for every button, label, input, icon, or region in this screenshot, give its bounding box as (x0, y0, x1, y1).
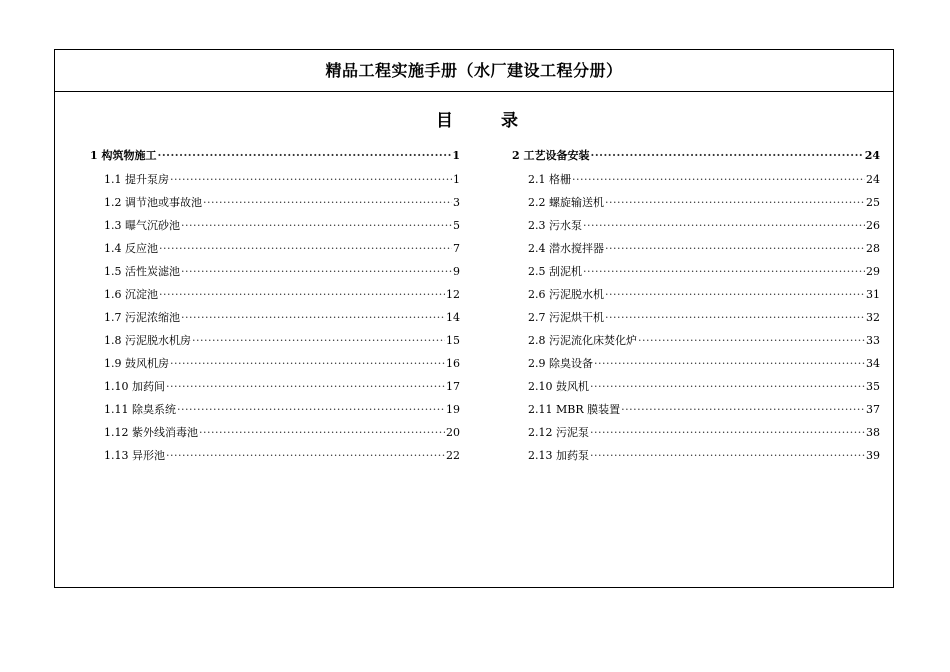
dot-leader (177, 403, 445, 416)
toc-entry-label: 2.7 污泥烘干机 (528, 311, 604, 324)
toc-entry-label: 1.13 异形池 (104, 449, 165, 462)
toc-entry[interactable] (90, 263, 460, 286)
toc-entry[interactable] (90, 240, 460, 263)
dot-leader (170, 357, 445, 370)
toc-entry-label: 1.6 沉淀池 (104, 288, 158, 301)
toc-entry[interactable] (90, 355, 460, 378)
dot-leader (181, 311, 445, 324)
toc-entry-page: 19 (446, 403, 460, 416)
toc-entry-label: 1.5 活性炭滤池 (104, 265, 180, 278)
dot-leader (594, 357, 865, 370)
document-frame (54, 49, 894, 588)
dot-leader (605, 311, 865, 324)
toc-entry-page: 28 (866, 242, 880, 255)
dot-leader (572, 173, 865, 186)
toc-entry-label: 1.4 反应池 (104, 242, 158, 255)
toc-section-2[interactable] (512, 147, 880, 171)
toc-entry[interactable] (90, 309, 460, 332)
toc-entry-page: 5 (453, 219, 460, 232)
toc-entry-label: 2.12 污泥泵 (528, 426, 589, 439)
dot-leader (605, 288, 865, 301)
toc-entry-label: 2.6 污泥脱水机 (528, 288, 604, 301)
toc-entry[interactable] (90, 171, 460, 194)
toc-entry[interactable] (512, 332, 880, 355)
toc-entry-label: 2.5 刮泥机 (528, 265, 582, 278)
toc-entry-page: 35 (866, 380, 880, 393)
toc-entry-label: 1.8 污泥脱水机房 (104, 334, 191, 347)
toc-left-items (90, 171, 460, 470)
toc-entry[interactable] (512, 217, 880, 240)
dot-leader (159, 242, 452, 255)
toc-entry-label: 1.1 提升泵房 (104, 173, 169, 186)
toc-entry[interactable] (512, 424, 880, 447)
dot-leader (590, 449, 865, 462)
toc-entry[interactable] (90, 401, 460, 424)
dot-leader (181, 265, 452, 278)
dot-leader (192, 334, 445, 347)
toc-section-1[interactable] (90, 147, 460, 171)
toc-entry-label: 2.13 加药泵 (528, 449, 589, 462)
toc-entry-page: 33 (866, 334, 880, 347)
toc-entry-page: 34 (866, 357, 880, 370)
toc-entry-page: 17 (446, 380, 460, 393)
toc-entry-page: 39 (866, 449, 880, 462)
toc-entry-page: 26 (866, 219, 880, 232)
dot-leader (605, 242, 865, 255)
dot-leader (590, 380, 865, 393)
toc-entry-page: 29 (866, 265, 880, 278)
toc-entry[interactable] (90, 424, 460, 447)
toc-entry-label: 2.10 鼓风机 (528, 380, 589, 393)
toc-entry-page: 15 (446, 334, 460, 347)
toc-entry-label: 1.10 加药间 (104, 380, 165, 393)
toc-left-column (90, 147, 460, 470)
dot-leader (605, 196, 865, 209)
toc-entry-label: 1.2 调节池或事故池 (104, 196, 202, 209)
document-title: 精品工程实施手册（水厂建设工程分册） (325, 61, 623, 80)
dot-leader (590, 426, 865, 439)
toc-entry-page: 38 (866, 426, 880, 439)
toc-entry-label: 2.2 螺旋输送机 (528, 196, 604, 209)
toc-entry-label: 1.12 紫外线消毒池 (104, 426, 198, 439)
toc-heading-char-1: 目 (436, 111, 453, 131)
dot-leader (166, 380, 445, 393)
dot-leader (166, 449, 445, 462)
toc-entry-label: 2.4 潜水搅拌器 (528, 242, 604, 255)
toc-heading (436, 106, 518, 131)
toc-entry-page: 16 (446, 357, 460, 370)
toc-entry-page: 37 (866, 403, 880, 416)
toc-entry-label: 1.3 曝气沉砂池 (104, 219, 180, 232)
toc-entry[interactable] (90, 378, 460, 401)
toc-entry-page: 24 (866, 173, 880, 186)
toc-entry[interactable] (512, 286, 880, 309)
dot-leader (590, 149, 863, 162)
toc-right-items (512, 171, 880, 470)
toc-entry[interactable] (512, 309, 880, 332)
toc-entry[interactable] (512, 401, 880, 424)
dot-leader (199, 426, 445, 439)
dot-leader (157, 149, 451, 162)
toc-entry-page: 20 (446, 426, 460, 439)
dot-leader (181, 219, 452, 232)
toc-entry-page: 31 (866, 288, 880, 301)
toc-entry-label: 1.9 鼓风机房 (104, 357, 169, 370)
toc-entry-page: 22 (446, 449, 460, 462)
toc-entry-page: 9 (453, 265, 460, 278)
toc-entry-page: 1 (453, 173, 460, 186)
dot-leader (203, 196, 452, 209)
dot-leader (159, 288, 445, 301)
toc-entry-page: 3 (453, 196, 460, 209)
toc-entry[interactable] (512, 194, 880, 217)
toc-entry-page: 24 (864, 149, 880, 162)
toc-entry-label: 2.8 污泥流化床焚化炉 (528, 334, 637, 347)
toc-entry[interactable] (512, 240, 880, 263)
toc-entry-page: 7 (453, 242, 460, 255)
dot-leader (583, 265, 865, 278)
toc-entry[interactable] (512, 378, 880, 401)
toc-entry-page: 14 (446, 311, 460, 324)
toc-entry-page: 1 (452, 149, 460, 162)
toc-entry[interactable] (512, 447, 880, 470)
toc-entry-label: 2.11 MBR 膜装置 (528, 403, 621, 416)
toc-entry[interactable] (90, 286, 460, 309)
toc-entry-page: 32 (866, 311, 880, 324)
toc-entry[interactable] (90, 332, 460, 355)
title-divider (55, 91, 893, 92)
toc-entry-label: 2.9 除臭设备 (528, 357, 593, 370)
toc-entry-label: 2.1 格栅 (528, 173, 571, 186)
toc-entry[interactable] (90, 194, 460, 217)
toc-entry[interactable] (512, 171, 880, 194)
toc-entry[interactable] (90, 447, 460, 470)
toc-right-column (512, 147, 880, 470)
toc-entry-label: 1 构筑物施工 (90, 149, 157, 162)
toc-entry-label: 2.3 污水泵 (528, 219, 582, 232)
toc-entry[interactable] (90, 217, 460, 240)
toc-entry-label: 1.11 除臭系统 (104, 403, 176, 416)
toc-entry-page: 25 (866, 196, 880, 209)
dot-leader (638, 334, 865, 347)
toc-entry[interactable] (512, 355, 880, 378)
dot-leader (621, 403, 865, 416)
toc-entry[interactable] (512, 263, 880, 286)
toc-entry-label: 2 工艺设备安装 (512, 149, 590, 162)
toc-heading-char-2: 录 (501, 111, 518, 131)
toc-entry-page: 12 (446, 288, 460, 301)
dot-leader (583, 219, 865, 232)
toc-entry-label: 1.7 污泥浓缩池 (104, 311, 180, 324)
dot-leader (170, 173, 452, 186)
